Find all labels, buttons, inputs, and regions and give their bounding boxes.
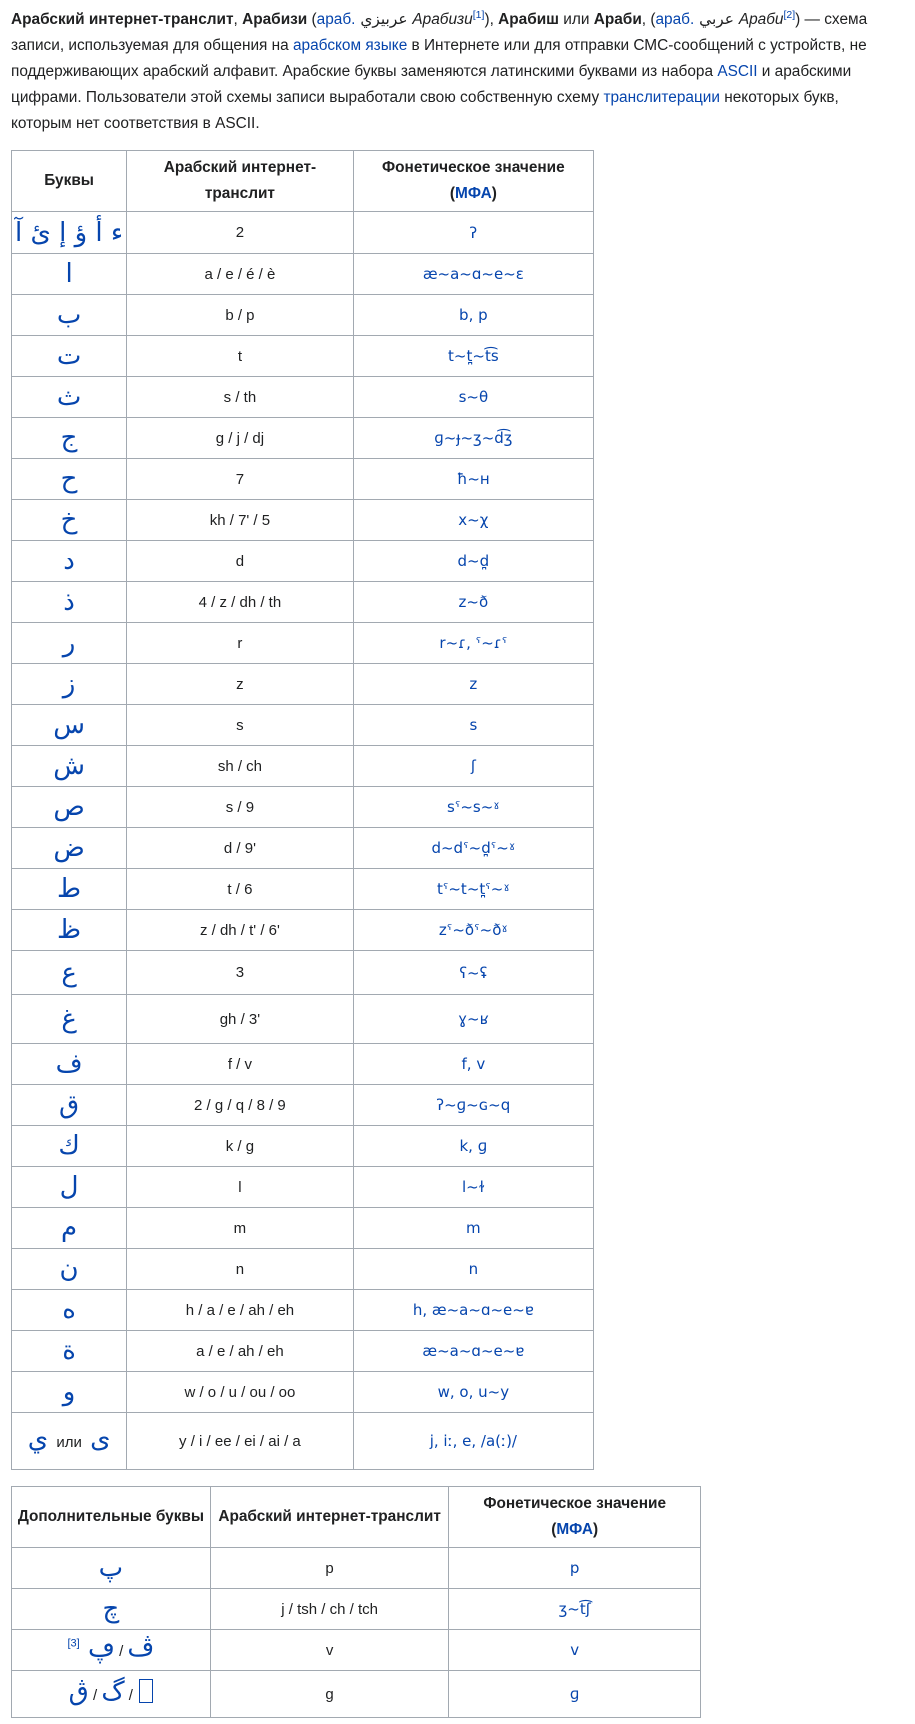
table-row [12,1671,701,1718]
table-row [12,1290,594,1331]
intro-text-3: и арабскими цифрами. Пользователи этой схемы записи выработали свою собственную схему [11,63,852,106]
ipa-cell [353,418,593,459]
ipa-cell [449,1671,701,1718]
ipa-cell [353,869,593,910]
letter-link[interactable]: ج [60,423,78,453]
translit-cell: f / v [127,1044,354,1085]
table-row [12,1630,701,1671]
intro-paragraph [11,6,903,137]
table-header-row [12,1487,701,1548]
letter-link-2[interactable]: ى [90,1424,111,1454]
table-row [12,1167,594,1208]
translit-cell: m [127,1208,354,1249]
ipa-link[interactable]: ʔ~ɡ~ɢ~q [436,1096,511,1114]
ipa-cell [353,705,593,746]
letter-link[interactable]: ذ [63,587,75,617]
table-row [12,746,594,787]
translit-cell: 4 / z / dh / th [127,582,354,623]
ipa-cell [353,1331,593,1372]
ipa-cell [353,1290,593,1331]
letter-link[interactable]: ش [53,751,85,781]
letter-link[interactable]: پ [98,1553,124,1583]
letter-link[interactable]: ا [65,259,73,289]
ipa-link[interactable]: l~ɫ [462,1178,485,1196]
term-arabi: Араби [593,11,642,28]
table-row [12,705,594,746]
ipa-cell [449,1630,701,1671]
ipa-cell [353,254,593,295]
letter-cell [12,1372,127,1413]
ipa-cell [353,1167,593,1208]
header-additional-letters: Дополнительные буквы [12,1487,211,1548]
ipa-cell [353,787,593,828]
table-row [12,787,594,828]
link-ascii[interactable]: ASCII [717,63,758,80]
table-row [12,1208,594,1249]
ipa-cell [353,1126,593,1167]
ipa-link[interactable]: ɡ [569,1685,580,1703]
ipa-cell [353,1372,593,1413]
translit-cell: y / i / ee / ei / ai / a [127,1413,354,1470]
ipa-link[interactable]: w, o, u~y [437,1383,510,1401]
reference-link-2[interactable]: [2] [783,8,796,21]
table-row [12,377,594,418]
translit-cell: s / th [127,377,354,418]
letter-cell [12,1085,127,1126]
letter-link[interactable]: ء أ ؤ إ ئ آ [15,217,124,248]
translit-cell: n [127,1249,354,1290]
ipa-link[interactable]: r~ɾ, ˤ~ɾˤ [439,634,508,652]
separator: , [233,11,243,28]
intro-text-2: в Интернете или для отправки СМС-сообщений с устройств, не поддерживающих арабский алфавит. Арабские буквы заменяются латинскими буквами из набора [11,37,867,80]
translit-cell: a / e / ah / eh [127,1331,354,1372]
ipa-cell [449,1548,701,1589]
letter-cell [12,869,127,910]
ipa-link[interactable]: æ~a~ɑ~e~ɐ [422,1342,525,1360]
letter-link[interactable]: چ [102,1594,120,1624]
ipa-cell [353,828,593,869]
table-row [12,623,594,664]
letter-cell [12,1126,127,1167]
ipa-link[interactable]: d~dˤ~d̪ˤ~ˠ [431,839,516,857]
ipa-link[interactable]: ʒ~t͡ʃ [558,1600,591,1618]
translit-cell: d / 9' [127,828,354,869]
ipa-cell [353,1208,593,1249]
letter-cell [12,1044,127,1085]
conjunction: или [559,11,594,28]
table-row [12,1044,594,1085]
link-transliteration[interactable]: транслитерации [603,89,720,106]
ipa-link[interactable]: x~χ [458,511,489,529]
letter-cell [12,951,127,995]
letter-cell [12,582,127,623]
translit-cell: p [210,1548,449,1589]
translit-cell: t [127,336,354,377]
translit-cell: z / dh / t' / 6' [127,910,354,951]
ipa-cell [353,746,593,787]
letters-table [11,150,594,1470]
paren-close: ), [484,11,499,28]
letter-cell [12,212,127,254]
missing-glyph-icon [139,1679,153,1703]
translit-cell: k / g [127,1126,354,1167]
ipa-link[interactable]: k, ɡ [459,1137,488,1155]
header-phonetic [353,151,593,212]
ipa-link[interactable]: ʃ [470,757,476,775]
ipa-link[interactable]: ɡ~ɟ~ʒ~d͡ʒ [434,429,513,447]
paren-open-2: , ( [641,11,656,28]
ipa-link[interactable]: æ~a~ɑ~e~ɛ [422,265,524,283]
table-row [12,459,594,500]
letter-link[interactable]: ن [59,1254,79,1284]
letter-cell [12,336,127,377]
slash: / [124,1687,138,1704]
additional-letters-table [11,1486,701,1718]
letter-link-1[interactable]: گ [101,1677,125,1707]
ipa-link[interactable]: b, p [459,306,488,324]
letter-link[interactable]: ظ [57,915,82,945]
ipa-link[interactable]: n [468,1260,479,1278]
translit-cell: gh / 3' [127,995,354,1044]
header-phonetic [449,1487,701,1548]
ipa-cell [353,336,593,377]
arabic-word-arabizi: عربيزي [355,10,413,28]
table-row [12,910,594,951]
term-arabizi: Арабизи [242,11,308,28]
letter-link[interactable]: غ [61,1004,77,1034]
letter-link[interactable]: ت [56,341,82,371]
ipa-link[interactable]: p [569,1559,580,1577]
letter-cell [12,1671,211,1718]
letter-cell [12,623,127,664]
letter-cell [12,1548,211,1589]
translit-cell: s [127,705,354,746]
paren-close: ) [491,185,497,202]
table-row [12,1413,594,1470]
translit-cell: w / o / u / ou / oo [127,1372,354,1413]
letter-cell [12,500,127,541]
letter-cell [12,254,127,295]
translit-cell: 2 / g / q / 8 / 9 [127,1085,354,1126]
letter-cell [12,1249,127,1290]
arabic-word-arabi: عربي [694,10,739,28]
letter-cell [12,995,127,1044]
header-translit: Арабский интернет-транслит [127,151,354,212]
table-header-row [12,151,594,212]
letter-link[interactable]: ك [58,1131,80,1161]
table-row [12,295,594,336]
ipa-link[interactable]: sˤ~s~ˠ [447,798,500,816]
link-ipa-2[interactable]: МФА [556,1521,594,1538]
letter-link[interactable]: ق [58,1090,80,1120]
translit-cell: s / 9 [127,787,354,828]
letter-link-1[interactable]: ڤ [127,1633,155,1663]
translit-cell: b / p [127,295,354,336]
ipa-link[interactable]: f, v [461,1055,486,1073]
letter-link[interactable]: خ [60,505,78,535]
table-row [12,1548,701,1589]
ipa-link[interactable]: s~θ [458,388,489,406]
ipa-cell [353,995,593,1044]
translit-cell: v [210,1630,449,1671]
table-row [12,500,594,541]
ipa-link[interactable]: tˤ~t~t̪ˤ~ˠ [436,880,510,898]
letter-link[interactable]: ر [62,628,76,658]
translit-cell: g [210,1671,449,1718]
table-row [12,1249,594,1290]
ipa-cell [353,1085,593,1126]
paren-open: ( [307,11,317,28]
letter-cell [12,1167,127,1208]
translit-cell: a / e / é / è [127,254,354,295]
ipa-cell [353,459,593,500]
letter-cell [12,828,127,869]
table-row [12,869,594,910]
ipa-cell [353,377,593,418]
italic-arabizi: Арабизи [412,11,473,28]
letter-cell [12,910,127,951]
translit-cell: d [127,541,354,582]
letter-link[interactable]: ع [61,957,77,988]
ipa-cell [353,623,593,664]
header-letters: Буквы [12,151,127,212]
translit-cell: kh / 7' / 5 [127,500,354,541]
translit-cell: h / a / e / ah / eh [127,1290,354,1331]
link-arabic-language[interactable]: арабском языке [293,37,408,54]
translit-cell: 3 [127,951,354,995]
letter-cell [12,418,127,459]
table-row [12,995,594,1044]
ipa-cell [449,1589,701,1630]
ipa-cell [353,1249,593,1290]
letter-cell [12,295,127,336]
letter-cell [12,1331,127,1372]
letter-link[interactable]: ز [62,669,76,699]
ipa-link[interactable]: j, iː, e, /a(ː)/ [429,1432,517,1450]
letter-cell [12,459,127,500]
ipa-cell [353,1044,593,1085]
table-row [12,541,594,582]
table-row [12,212,594,254]
ipa-link[interactable]: z [469,675,478,693]
table-row [12,664,594,705]
ipa-cell [353,910,593,951]
letter-link[interactable]: ة [62,1336,76,1366]
letter-link-2[interactable]: ڨ [68,1677,89,1707]
paren-open: ( [449,185,455,202]
translit-cell: r [127,623,354,664]
letter-link[interactable]: س [53,710,85,740]
slash: / [114,1643,128,1660]
letter-cell [12,541,127,582]
link-arabic-abbr-2[interactable]: араб. [655,11,695,28]
letter-cell [12,1630,211,1671]
letter-link-2[interactable]: ڥ [87,1633,115,1663]
italic-arabi: Араби [738,11,784,28]
ipa-cell [353,541,593,582]
letter-link[interactable]: ض [53,833,85,863]
ipa-cell [353,500,593,541]
letter-cell [12,1290,127,1331]
ipa-link[interactable]: zˤ~ðˤ~ðˠ [438,921,508,939]
ipa-link[interactable]: ɣ~ʁ [458,1010,489,1028]
header-phonetic-label: Фонетическое значение [381,159,565,176]
letter-link-1[interactable]: ي [27,1424,49,1454]
translit-cell: t / 6 [127,869,354,910]
intro-text-4: некоторых букв, которым нет соответствия в ASCII. [11,89,839,132]
letter-link[interactable]: و [62,1377,76,1407]
term-arabic-translit: Арабский интернет-транслит [11,11,234,28]
ipa-link[interactable]: ʕ~ʢ [459,963,488,982]
ipa-link[interactable]: ʔ [469,223,478,242]
letter-link[interactable]: ل [59,1172,79,1202]
table-row [12,1589,701,1630]
letter-link[interactable]: ث [56,382,82,412]
translit-cell: 2 [127,212,354,254]
ipa-link[interactable]: d~d̪ [457,552,490,570]
ipa-cell [353,212,593,254]
letter-link[interactable]: ط [57,874,82,904]
letter-cell [12,787,127,828]
table-row [12,418,594,459]
translit-cell: l [127,1167,354,1208]
term-arabish: Арабиш [498,11,559,28]
letter-cell [12,1208,127,1249]
table-row [12,1085,594,1126]
letter-link[interactable]: م [61,1213,78,1243]
letter-link[interactable]: ه [62,1295,76,1325]
letter-cell [12,1589,211,1630]
ipa-cell [353,582,593,623]
translit-cell: j / tsh / ch / tch [210,1589,449,1630]
letter-cell [12,746,127,787]
link-ipa[interactable]: МФА [455,185,492,202]
table-row [12,828,594,869]
intro-text-1: ) — схема записи, используемая для общения на [11,11,868,54]
letter-link[interactable]: ح [60,464,78,494]
ipa-link[interactable]: s [469,716,478,734]
translit-cell: sh / ch [127,746,354,787]
paren-close: ) [593,1521,599,1538]
table-row [12,336,594,377]
table-row [12,951,594,995]
ipa-cell [353,1413,593,1470]
table-row [12,582,594,623]
paren-open: ( [551,1521,557,1538]
table-row [12,1126,594,1167]
reference-link-3[interactable]: [3] [67,1637,80,1650]
link-arabic-abbr-1[interactable]: араб. [316,11,356,28]
letter-cell [12,1413,127,1470]
letter-cell [12,664,127,705]
letter-link[interactable]: ب [56,300,82,330]
letter-link[interactable]: د [63,546,75,576]
slash: / [88,1687,102,1704]
table-row [12,1331,594,1372]
ipa-link[interactable]: z~ð [458,593,489,611]
table-row [12,254,594,295]
letter-link[interactable]: ص [53,792,85,822]
translit-cell: z [127,664,354,705]
ipa-cell [353,951,593,995]
table-row [12,1372,594,1413]
ipa-cell [353,295,593,336]
letter-cell [12,377,127,418]
ipa-link[interactable]: m [466,1219,481,1237]
or-word: или [56,1434,82,1451]
reference-link-1[interactable]: [1] [472,8,485,21]
translit-cell: g / j / dj [127,418,354,459]
ipa-cell [353,664,593,705]
header-translit: Арабский интернет-транслит [210,1487,449,1548]
ipa-link[interactable]: t~t̪~t͡s [448,347,499,365]
translit-cell: 7 [127,459,354,500]
letters-table-body [12,212,594,1470]
ipa-link[interactable]: ħ~ʜ [456,470,490,488]
letter-link[interactable]: ف [55,1049,83,1079]
header-phonetic-label: Фонетическое значение [483,1495,667,1512]
ipa-link[interactable]: h, æ~a~ɑ~e~ɐ [412,1301,534,1319]
ipa-link[interactable]: v [570,1641,580,1659]
letter-cell [12,705,127,746]
